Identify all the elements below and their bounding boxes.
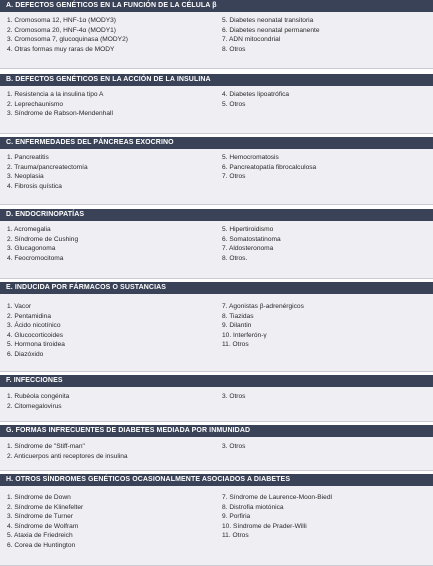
right-column xyxy=(222,90,289,109)
left-column xyxy=(7,153,88,191)
section-h xyxy=(0,474,433,566)
section-a xyxy=(0,0,433,69)
section-body xyxy=(0,12,433,69)
list-item: 2. Cromosoma 20, HNF-4α (MODY1) xyxy=(7,26,116,34)
list-item: 4. Diabetes lipoatrófica xyxy=(222,91,290,98)
list-item: 7. ADN mitocondrial xyxy=(222,36,281,44)
list-item: 7. Síndrome de Laurence-Moon-Biedl xyxy=(222,494,332,501)
section-header: E. INDUCIDA POR FÁRMACOS O SUSTANCIAS xyxy=(0,282,433,294)
left-column xyxy=(7,392,69,411)
list-item: 6. Somatostatinoma xyxy=(222,235,281,243)
left-column xyxy=(7,90,113,119)
left-column xyxy=(7,493,83,551)
left-column xyxy=(7,225,78,263)
list-item: 7. Aldosteronoma xyxy=(222,245,274,253)
section-body xyxy=(0,221,433,279)
list-item: 10. Interferón-γ xyxy=(222,331,267,339)
list-item: 5. Diabetes neonatal transitoria xyxy=(222,17,314,24)
list-item: 9. Porfiria xyxy=(222,513,251,521)
list-item: 9. Dilantin xyxy=(222,322,252,330)
list-item: 3. Síndrome de Turner xyxy=(7,513,73,521)
list-item: 8. Otros xyxy=(222,45,246,53)
list-item: 3. Cromosoma 7, glucoquinasa (MODY2) xyxy=(7,36,128,44)
section-header: B. DEFECTOS GENÉTICOS EN LA ACCIÓN DE LA INSULINA xyxy=(0,74,433,86)
list-item: 6. Pancreatopatía fibrocalculosa xyxy=(222,163,317,171)
section-c xyxy=(0,137,433,205)
list-item: 1. Pancreatitis xyxy=(7,154,49,161)
list-item: 2. Síndrome de Cushing xyxy=(7,235,79,243)
list-item: 2. Síndrome de Klinefelter xyxy=(7,503,84,511)
list-item: 1. Rubéola congénita xyxy=(7,393,70,400)
list-item: 2. Pentamidina xyxy=(7,312,51,320)
list-item: 2. Citomegalovirus xyxy=(7,402,62,410)
section-b xyxy=(0,74,433,134)
list-item: 1. Síndrome de "Stiff-man" xyxy=(7,443,85,450)
list-item: 3. Otros xyxy=(222,443,246,450)
list-item: 1. Resistencia a la insulina tipo A xyxy=(7,91,104,98)
list-item: 4. Feocromocitoma xyxy=(7,254,64,262)
list-item: 6. Diazóxido xyxy=(7,350,44,358)
list-item: 7. Otros xyxy=(222,173,246,181)
left-column xyxy=(7,442,128,461)
list-item: 1. Síndrome de Down xyxy=(7,494,71,501)
list-item: 3. Ácido nicotínico xyxy=(7,322,61,330)
section-header: A. DEFECTOS GENÉTICOS EN LA FUNCIÓN DE LA CÉLULA β xyxy=(0,0,433,12)
section-header: G. FORMAS INFRECUENTES DE DIABETES MEDIADA POR INMUNIDAD xyxy=(0,425,433,437)
list-item: 5. Otros xyxy=(222,100,246,108)
list-item: 4. Síndrome de Wolfram xyxy=(7,522,79,530)
list-item: 5. Hemocromatosis xyxy=(222,154,279,161)
list-item: 1. Vacor xyxy=(7,303,32,310)
list-item: 5. Ataxia de Friedreich xyxy=(7,532,73,540)
list-item: 2. Leprechaunismo xyxy=(7,100,64,108)
list-item: 7. Agonistas β-adrenérgicos xyxy=(222,303,304,310)
right-column xyxy=(222,392,245,402)
list-item: 2. Trauma/pancreatectomía xyxy=(7,163,88,171)
left-column xyxy=(7,302,65,360)
list-item: 1. Acromegalia xyxy=(7,226,51,233)
list-item: 6. Diabetes neonatal permanente xyxy=(222,26,320,34)
list-item: 8. Distrofia miotónica xyxy=(222,503,284,511)
section-header: F. INFECCIONES xyxy=(0,375,433,387)
section-header: D. ENDOCRINOPATÍAS xyxy=(0,209,433,221)
section-f xyxy=(0,375,433,422)
section-body xyxy=(0,294,433,372)
section-header: C. ENFERMEDADES DEL PÁNCREAS EXOCRINO xyxy=(0,137,433,149)
section-d xyxy=(0,209,433,279)
list-item: 3. Síndrome de Rabson-Mendenhall xyxy=(7,110,113,118)
list-item: 8. Otros. xyxy=(222,254,248,262)
section-header: H. OTROS SÍNDROMES GENÉTICOS OCASIONALMENTE ASOCIADOS A DIABETES xyxy=(0,474,433,486)
section-body xyxy=(0,387,433,422)
right-column xyxy=(222,16,320,54)
section-body xyxy=(0,437,433,471)
section-body xyxy=(0,86,433,134)
section-e xyxy=(0,282,433,372)
list-item: 11. Otros xyxy=(222,532,249,540)
list-item: 4. Fibrosis quística xyxy=(7,182,62,190)
left-column xyxy=(7,16,128,54)
list-item: 3. Otros xyxy=(222,393,246,400)
list-item: 2. Anticuerpos anti receptores de insulina xyxy=(7,452,128,460)
right-column xyxy=(222,302,304,350)
list-item: 3. Glucagonoma xyxy=(7,245,56,253)
list-item: 3. Neoplasia xyxy=(7,173,44,181)
list-item: 5. Hormona tiroidea xyxy=(7,341,65,349)
right-column xyxy=(222,225,281,263)
list-item: 10. Síndrome de Prader-Willi xyxy=(222,522,307,530)
right-column xyxy=(222,153,316,182)
list-item: 4. Otras formas muy raras de MODY xyxy=(7,45,115,53)
section-body xyxy=(0,149,433,205)
list-item: 4. Glucocorticoides xyxy=(7,331,64,339)
list-item: 11. Otros xyxy=(222,341,249,349)
section-body xyxy=(0,486,433,566)
list-item: 6. Corea de Huntington xyxy=(7,541,76,549)
list-item: 1. Cromosoma 12, HNF-1α (MODY3) xyxy=(7,17,116,24)
list-item: 5. Hipertiroidismo xyxy=(222,226,274,233)
right-column xyxy=(222,493,332,541)
list-item: 8. Tiazidas xyxy=(222,312,254,320)
right-column xyxy=(222,442,245,452)
section-g xyxy=(0,425,433,471)
